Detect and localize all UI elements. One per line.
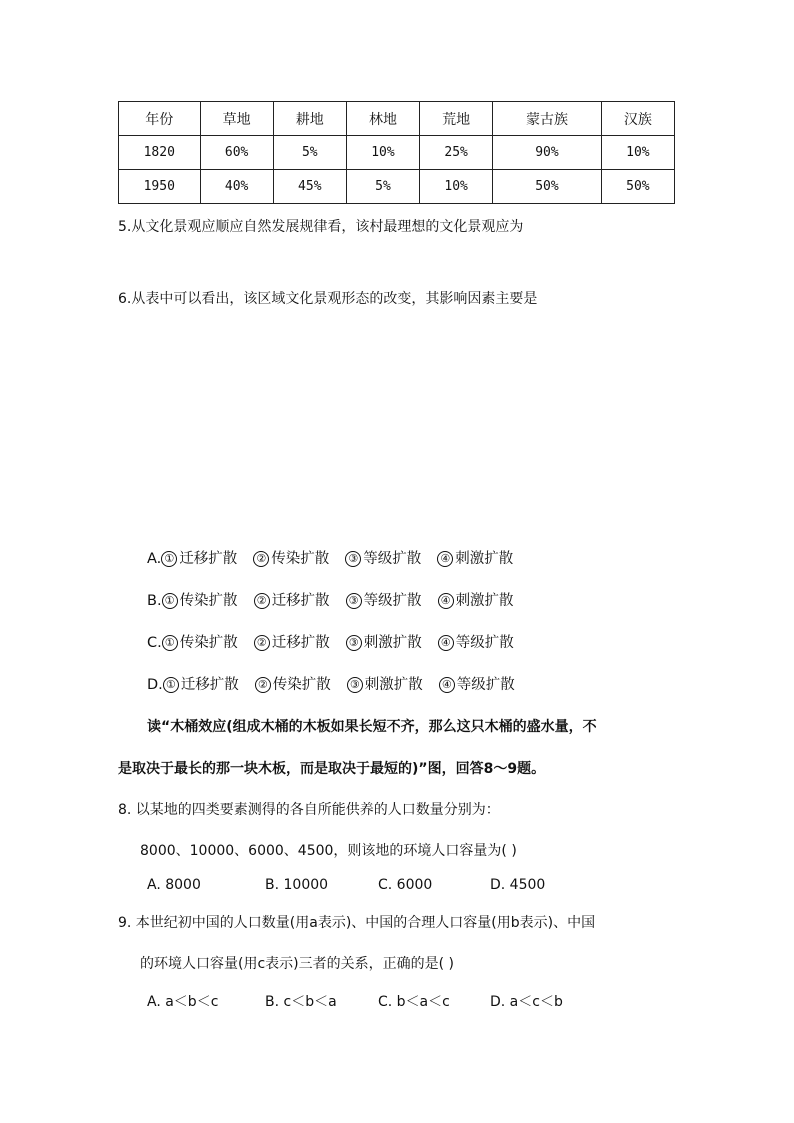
table-cell: 60% bbox=[200, 136, 273, 170]
circled-number: ④ bbox=[439, 677, 455, 693]
circled-number: ② bbox=[254, 593, 270, 609]
circled-number: ② bbox=[254, 635, 270, 651]
choice-b[interactable]: B. c＜b＜a bbox=[265, 994, 337, 1010]
question-5: 5.从文化景观应顺应自然发展规律看，该村最理想的文化景观应为 bbox=[118, 219, 524, 235]
table-header-row bbox=[119, 102, 675, 136]
option-letter: D. bbox=[147, 677, 163, 693]
option-item: 传染扩散 bbox=[179, 635, 238, 651]
option-item: 迁移扩散 bbox=[179, 551, 238, 567]
reading-intro-line-1: 读“木桶效应(组成木桶的木板如果长短不齐，那么这只木桶的盛水量，不 bbox=[147, 719, 597, 735]
option-letter: C. bbox=[147, 635, 162, 651]
option-item: 传染扩散 bbox=[179, 593, 238, 609]
option-a[interactable] bbox=[147, 547, 513, 568]
table-cell: 50% bbox=[493, 170, 602, 204]
circled-number: ① bbox=[162, 593, 178, 609]
table-cell: 90% bbox=[493, 136, 602, 170]
choice-a[interactable]: A. 8000 bbox=[147, 877, 201, 893]
header-cell: 草地 bbox=[200, 102, 273, 136]
question-9: 9. 本世纪初中国的人口数量(用a表示)、中国的合理人口容量(用b表示)、中国 bbox=[118, 915, 596, 931]
option-item: 刺激扩散 bbox=[364, 677, 423, 693]
choice-c[interactable]: C. 6000 bbox=[378, 877, 433, 893]
table-cell: 1820 bbox=[119, 136, 201, 170]
table-cell: 5% bbox=[273, 136, 346, 170]
header-cell: 年份 bbox=[119, 102, 201, 136]
choice-d[interactable]: D. 4500 bbox=[490, 877, 546, 893]
table-cell: 50% bbox=[601, 170, 674, 204]
table-row bbox=[119, 136, 675, 170]
option-b[interactable] bbox=[147, 589, 514, 610]
header-cell: 耕地 bbox=[273, 102, 346, 136]
circled-number: ③ bbox=[345, 551, 361, 567]
option-item: 等级扩散 bbox=[456, 677, 515, 693]
option-item: 刺激扩散 bbox=[363, 635, 422, 651]
circled-number: ④ bbox=[438, 635, 454, 651]
option-item: 等级扩散 bbox=[455, 635, 514, 651]
table-cell: 40% bbox=[200, 170, 273, 204]
circled-number: ③ bbox=[346, 635, 362, 651]
option-item: 迁移扩散 bbox=[271, 635, 330, 651]
header-cell: 蒙古族 bbox=[493, 102, 602, 136]
data-table bbox=[118, 101, 675, 204]
option-item: 迁移扩散 bbox=[180, 677, 239, 693]
table-cell: 5% bbox=[346, 170, 419, 204]
option-c[interactable] bbox=[147, 631, 514, 652]
option-item: 传染扩散 bbox=[271, 551, 330, 567]
circled-number: ④ bbox=[438, 593, 454, 609]
circled-number: ② bbox=[253, 551, 269, 567]
table-cell: 45% bbox=[273, 170, 346, 204]
option-item: 迁移扩散 bbox=[271, 593, 330, 609]
option-item: 等级扩散 bbox=[363, 593, 422, 609]
choice-c[interactable]: C. b＜a＜c bbox=[378, 994, 450, 1010]
question-9-continued: 的环境人口容量(用c表示)三者的关系，正确的是( ) bbox=[140, 956, 454, 972]
header-cell: 林地 bbox=[346, 102, 419, 136]
option-item: 刺激扩散 bbox=[455, 551, 514, 567]
header-cell: 荒地 bbox=[420, 102, 493, 136]
option-d[interactable] bbox=[147, 673, 515, 694]
circled-number: ② bbox=[255, 677, 271, 693]
table-cell: 10% bbox=[346, 136, 419, 170]
table-row bbox=[119, 170, 675, 204]
circled-number: ③ bbox=[346, 593, 362, 609]
option-letter: A. bbox=[147, 551, 162, 567]
circled-number: ③ bbox=[347, 677, 363, 693]
option-item: 传染扩散 bbox=[272, 677, 331, 693]
table-cell: 10% bbox=[420, 170, 493, 204]
circled-number: ④ bbox=[437, 551, 453, 567]
header-cell: 汉族 bbox=[601, 102, 674, 136]
table-cell: 10% bbox=[601, 136, 674, 170]
choice-d[interactable]: D. a＜c＜b bbox=[490, 994, 563, 1010]
question-8-continued: 8000、10000、6000、4500，则该地的环境人口容量为( ) bbox=[140, 843, 517, 859]
table-cell: 1950 bbox=[119, 170, 201, 204]
circled-number: ① bbox=[161, 551, 177, 567]
reading-intro-line-2: 是取决于最长的那一块木板，而是取决于最短的)”图，回答8～9题。 bbox=[118, 761, 546, 777]
option-letter: B. bbox=[147, 593, 162, 609]
option-item: 等级扩散 bbox=[363, 551, 422, 567]
question-8: 8. 以某地的四类要素测得的各自所能供养的人口数量分别为： bbox=[118, 802, 500, 818]
circled-number: ① bbox=[162, 635, 178, 651]
circled-number: ① bbox=[163, 677, 179, 693]
question-6: 6.从表中可以看出，该区域文化景观形态的改变，其影响因素主要是 bbox=[118, 291, 538, 307]
choice-a[interactable]: A. a＜b＜c bbox=[147, 994, 219, 1010]
option-item: 刺激扩散 bbox=[455, 593, 514, 609]
table-cell: 25% bbox=[420, 136, 493, 170]
choice-b[interactable]: B. 10000 bbox=[265, 877, 329, 893]
